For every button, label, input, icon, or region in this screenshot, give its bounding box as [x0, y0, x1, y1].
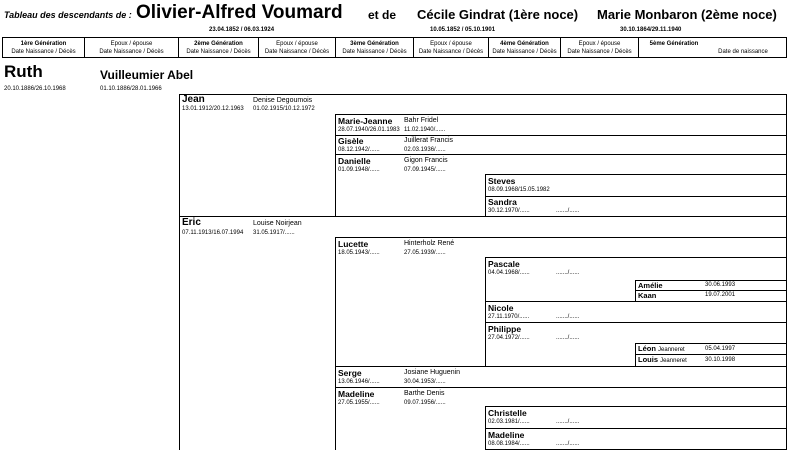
gen4-name: Christelle	[488, 408, 527, 418]
header-gen1-dates: Date Naissance / Décès	[11, 49, 76, 55]
gen2-spouse-dates: 01.02.1915/10.12.1972	[253, 106, 315, 112]
spouse2-dates: 30.10.1864/29.11.1940	[620, 27, 682, 33]
gen5-surname: Jeanneret	[658, 347, 685, 353]
header-gen2-label: 2ème Génération	[194, 41, 243, 47]
gen5-date: 30.06.1993	[705, 282, 736, 288]
header-spouse-dates: Date Naissance / Décès	[567, 49, 632, 55]
header-gen5-dates-label: Date de naissance	[718, 49, 768, 55]
gen2-bracket	[179, 94, 180, 450]
gen3-spouse: Bahr Fridel	[404, 117, 439, 124]
eric-rule	[179, 216, 787, 217]
gen4-name: Sandra	[488, 197, 517, 207]
header-spouse-dates: Date Naissance / Décès	[264, 49, 330, 55]
gen4-spouse-dates: ......./......	[556, 314, 580, 320]
gen3-spouse: Josiane Huguenin	[404, 369, 461, 376]
gen3-spouse-dates: 07.09.1945/......	[404, 167, 446, 173]
gen3-name: Marie-Jeanne	[338, 116, 393, 126]
gen4-spouse-dates: ......./......	[556, 208, 580, 214]
gen4-name: Madeline	[488, 430, 525, 440]
main-ancestor-dates: 23.04.1852 / 06.03.1924	[209, 27, 275, 33]
gen3-rule	[335, 387, 786, 388]
gen3-spouse: Barthe Denis	[404, 390, 445, 397]
gen3-spouse-dates: 11.02.1940/......	[404, 127, 446, 133]
gen3-rule	[335, 237, 786, 238]
gen4-rule	[485, 322, 786, 323]
header-spouse4	[561, 40, 638, 56]
gen2-spouse-dates: 31.05.1917/......	[253, 230, 295, 236]
gen2-name: Jean	[182, 94, 205, 105]
gen2-dates: 13.01.1912/20.12.1963	[182, 106, 244, 112]
header-spouse-label: Epoux / épouse	[276, 41, 318, 47]
header-gen4-dates: Date Naissance / Décès	[492, 49, 557, 55]
gen4-dates: 04.04.1968/......	[488, 270, 530, 276]
gen3-dates: 28.07.1940/26.01.1983	[338, 127, 400, 133]
gen5-surname: Jeanneret	[660, 358, 687, 364]
header-divider	[786, 37, 787, 58]
gen5-name: Louis	[638, 355, 658, 364]
main-ancestor-name: Olivier-Alfred Voumard	[136, 2, 343, 23]
gen5-rule	[635, 290, 786, 291]
gen1-spouse: Vuilleumier Abel	[100, 68, 194, 82]
gen3-spouse-dates: 09.07.1956/......	[404, 400, 446, 406]
gen3-spouse-dates: 27.05.1939/......	[404, 250, 446, 256]
gen3-spouse-dates: 30.04.1953/......	[404, 379, 446, 385]
header-gen5-label: 5ème Génération	[649, 41, 699, 47]
gen4-spouse-dates: ......./......	[556, 270, 580, 276]
gen3-bracket-eric	[335, 237, 336, 450]
gen4-dates: 27.04.1972/......	[488, 335, 530, 341]
gen2-spouse: Denise Degoumois	[253, 97, 313, 104]
gen3-dates: 18.05.1943/......	[338, 250, 380, 256]
header-top-rule	[2, 37, 787, 38]
title-prefix: Tableau des descendants de :	[4, 10, 132, 20]
gen3-rule	[335, 135, 786, 136]
header-spouse-label: Epoux / épouse	[430, 41, 472, 47]
gen5-name: Amélie	[638, 281, 663, 290]
gen5-date: 05.04.1997	[705, 346, 736, 352]
header-spouse-label: Epoux / épouse	[110, 41, 153, 47]
title-connector: et de	[368, 8, 397, 22]
gen5-rule	[635, 366, 786, 367]
header-spouse3	[414, 40, 488, 56]
gen4-name: Pascale	[488, 259, 520, 269]
header-spouse2	[259, 40, 335, 56]
gen4-name: Steves	[488, 176, 516, 186]
gen5-name: Kaan	[638, 291, 657, 300]
gen5-entry	[638, 344, 685, 353]
header-spouse1	[85, 40, 178, 56]
gen4-bracket	[485, 257, 486, 366]
gen3-spouse: Hinterholz René	[404, 240, 455, 247]
spouse1-name: Cécile Gindrat (1ère noce)	[417, 7, 579, 22]
gen4-rule	[485, 406, 786, 407]
spouse2-name: Marie Monbaron (2ème noce)	[597, 7, 777, 22]
gen4-dates: 30.12.1970/......	[488, 208, 530, 214]
gen4-dates: 02.03.1981/......	[488, 419, 530, 425]
gen2-spouse: Louise Noirjean	[253, 220, 302, 227]
header-gen5	[639, 40, 709, 48]
header-gen4	[489, 40, 560, 56]
gen4-rule	[485, 174, 786, 175]
gen3-dates: 01.09.1948/......	[338, 167, 380, 173]
gen5-date: 30.10.1998	[705, 357, 736, 363]
gen3-name: Gisèle	[338, 136, 364, 146]
gen3-name: Madeline	[338, 389, 375, 399]
gen5-rule	[635, 301, 786, 302]
gen3-dates: 27.05.1955/......	[338, 400, 380, 406]
header-spouse-dates: Date Naissance / Décès	[99, 49, 164, 55]
header-gen1	[3, 40, 84, 56]
spouse1-dates: 10.05.1852 / 05.10.1901	[430, 27, 496, 33]
header-gen3	[336, 40, 413, 56]
gen4-rule	[485, 428, 786, 429]
gen5-entry	[638, 355, 687, 364]
gen2-name: Eric	[182, 217, 201, 228]
gen4-spouse-dates: ......./......	[556, 419, 580, 425]
gen3-name: Lucette	[338, 239, 369, 249]
gen4-spouse-dates: ......./......	[556, 335, 580, 341]
header-spouse-label: Epoux / épouse	[578, 41, 621, 47]
gen5-name: Léon	[638, 344, 656, 353]
gen4-dates: 27.11.1970/......	[488, 314, 530, 320]
gen4-name: Nicole	[488, 303, 514, 313]
header-gen3-dates: Date Naissance / Décès	[342, 49, 407, 55]
gen1-spouse-dates: 01.10.1886/28.01.1966	[100, 86, 162, 92]
gen5-date: 19.07.2001	[705, 292, 736, 298]
gen3-rule	[335, 154, 786, 155]
gen4-dates: 08.08.1984/......	[488, 441, 530, 447]
gen3-dates: 08.12.1942/......	[338, 147, 380, 153]
header-gen2	[179, 40, 258, 56]
header-gen1-label: 1ère Génération	[20, 41, 67, 47]
gen4-spouse-dates: ......./......	[556, 441, 580, 447]
gen3-rule	[335, 114, 786, 115]
gen4-name: Philippe	[488, 324, 522, 334]
gen3-spouse: Gigon Francis	[404, 157, 448, 164]
header-gen3-label: 3ème Génération	[350, 41, 399, 47]
gen3-spouse-dates: 02.03.1936/......	[404, 147, 446, 153]
gen3-bracket-jean	[335, 114, 336, 216]
gen2-dates: 07.11.1913/16.07.1994	[182, 230, 244, 236]
gen3-dates: 13.06.1946/......	[338, 379, 380, 385]
jean-rule	[179, 94, 787, 95]
gen1-dates: 20.10.1886/26.10.1968	[4, 86, 66, 92]
gen3-name: Danielle	[338, 156, 371, 166]
gen1-name: Ruth	[4, 62, 43, 81]
gen4-bracket	[485, 174, 486, 216]
gen4-rule	[485, 257, 786, 258]
gen3-name: Serge	[338, 368, 362, 378]
gen4-dates: 08.09.1968/15.05.1982	[488, 187, 550, 193]
gen4-rule	[485, 196, 786, 197]
header-bottom-rule	[2, 57, 787, 58]
gen3-spouse: Juillerat Francis	[404, 137, 454, 144]
header-gen2-dates: Date Naissance / Décès	[186, 49, 251, 55]
header-spouse-dates: Date Naissance / Décès	[418, 49, 484, 55]
header-gen5-dates	[700, 48, 786, 56]
header-gen4-label: 4ème Génération	[500, 41, 549, 47]
right-border	[786, 94, 787, 450]
